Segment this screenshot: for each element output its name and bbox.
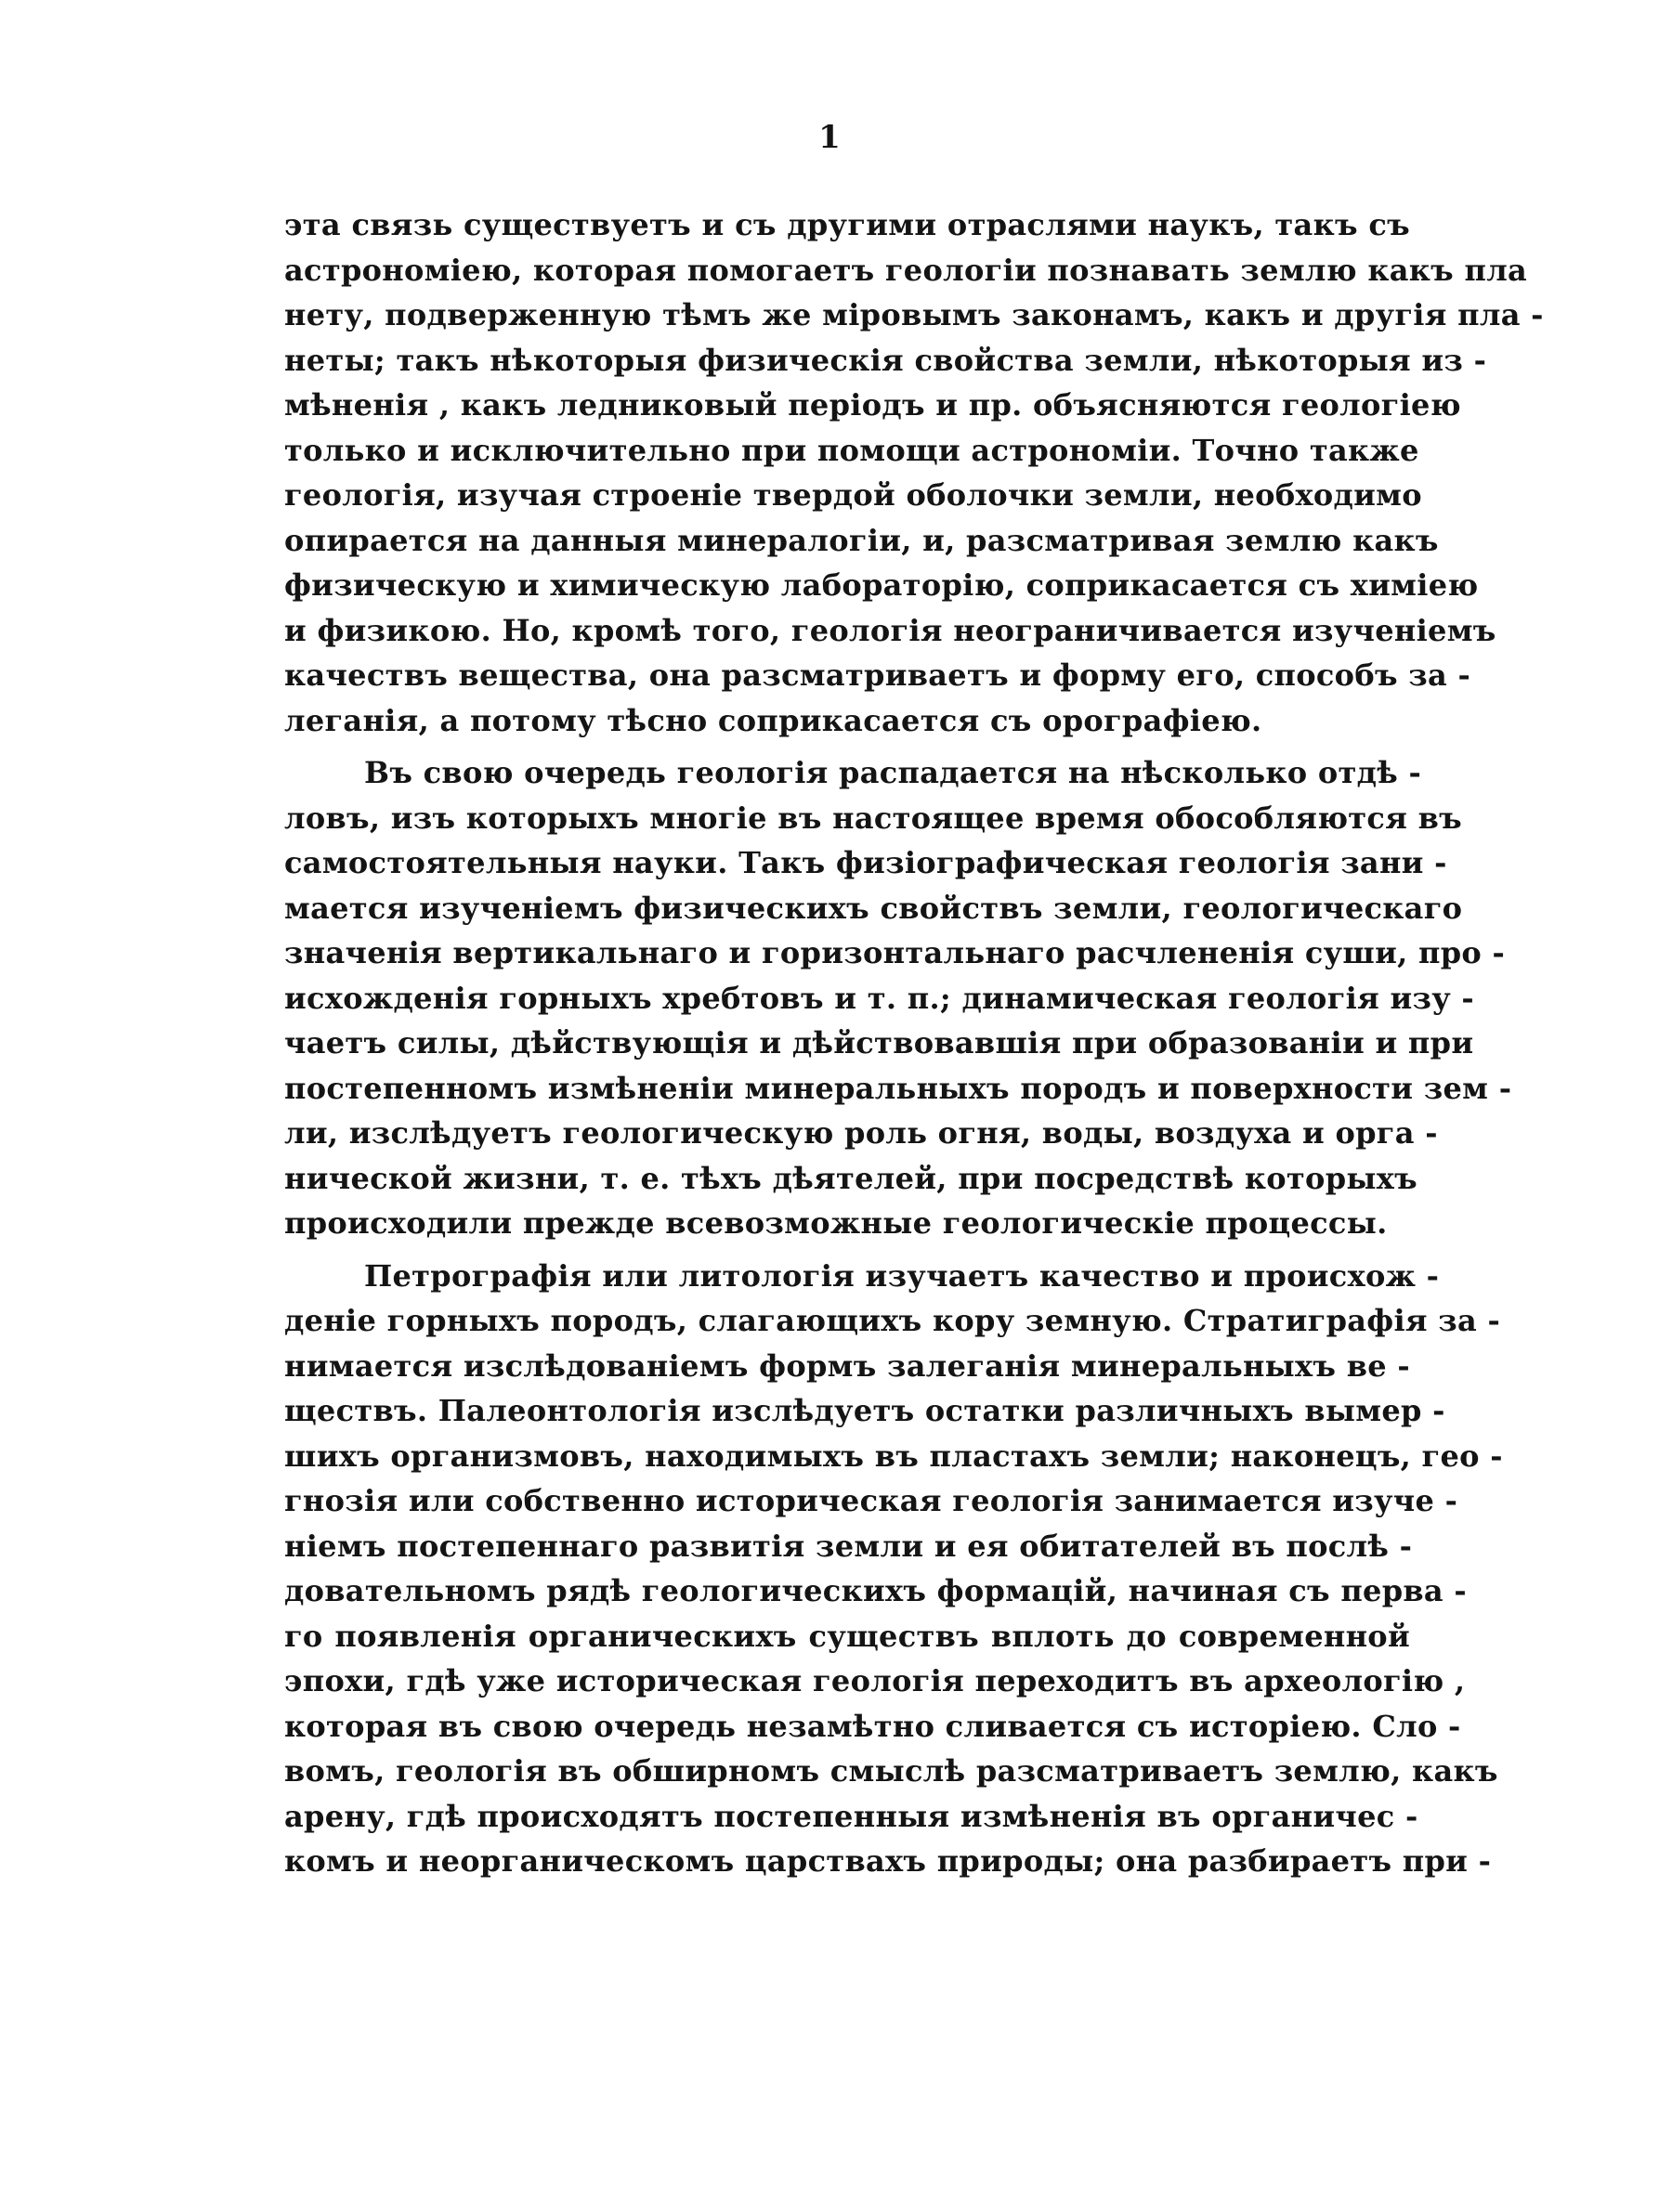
text-line: деніе горныхъ породъ, слагающихъ кору земную. Стратиграфія за - <box>284 1303 1501 1338</box>
text-line: и физикою. Но, кромѣ того, геологія неограничивается изученіемъ <box>284 612 1496 648</box>
text-line: происходили прежде всевозможные геологическіе процессы. <box>284 1205 1388 1241</box>
text-line: самостоятельныя науки. Такъ физіографическая геологія зани - <box>284 845 1447 880</box>
text-line: чаетъ силы, дѣйствующія и дѣйствовавшія при образованіи и при <box>284 1025 1474 1060</box>
text-line: нимается изслѣдованіемъ формъ залеганія минеральныхъ ве - <box>284 1347 1410 1384</box>
paragraph <box>284 202 1544 743</box>
text-line: эта связь существуетъ и съ другими отраслями наукъ, такъ съ <box>284 207 1410 242</box>
paragraph <box>284 750 1512 1246</box>
text-line: мается изученіемъ физическихъ свойствъ земли, геологическаго <box>284 890 1463 926</box>
text-line: ли, изслѣдуетъ геологическую роль огня, воды, воздуха и орга - <box>284 1115 1438 1151</box>
text-line: которая въ свою очередь незамѣтно сливается съ исторіею. Сло - <box>284 1708 1461 1744</box>
text-line: Въ свою очередь геологія распадается на нѣсколько отдѣ - <box>364 755 1422 790</box>
text-line: комъ и неорганическомъ царствахъ природы; она разбираетъ при - <box>284 1843 1492 1879</box>
text-line: геологія, изучая строеніе твердой оболочки земли, необходимо <box>284 477 1422 513</box>
text-line: шихъ организмовъ, находимыхъ въ пластахъ земли; наконецъ, гео - <box>284 1438 1503 1474</box>
text-line: нической жизни, т. е. тѣхъ дѣятелей, при посредствѣ которыхъ <box>284 1160 1417 1196</box>
text-line: неты; такъ нѣкоторыя физическія свойства земли, нѣкоторыя из - <box>284 342 1487 378</box>
paragraph <box>284 1254 1503 1884</box>
text-line: ществъ. Палеонтологія изслѣдуетъ остатки различныхъ вымер - <box>284 1393 1445 1428</box>
text-line: физическую и химическую лабораторію, соприкасается съ химіею <box>284 567 1479 603</box>
text-line: постепенномъ измѣненіи минеральныхъ породъ и поверхности зем - <box>284 1070 1512 1106</box>
text-line: вомъ, геологія въ обширномъ смыслѣ разсматриваетъ землю, какъ <box>284 1753 1498 1789</box>
text-line: го появленія органическихъ существъ вплоть до современной <box>284 1618 1410 1654</box>
text-line: астрономіею, которая помогаетъ геологіи познавать землю какъ пла <box>284 252 1528 288</box>
text-line: только и исключительно при помощи астрономіи. Точно также <box>284 432 1419 468</box>
text-line: мѣненія , какъ ледниковый періодъ и пр. объясняются геологіею <box>284 387 1461 423</box>
text-line: гнозія или собственно историческая геологія занимается изуче - <box>284 1483 1458 1518</box>
text-line: значенія вертикальнаго и горизонтальнаго расчлененія суши, про - <box>284 935 1506 970</box>
text-line: Петрографія или литологія изучаетъ качество и происхож - <box>364 1257 1440 1294</box>
text-line: арену, гдѣ происходятъ постепенныя измѣненія въ органичес - <box>284 1798 1418 1834</box>
text-line: исхожденія горныхъ хребтовъ и т. п.; динамическая геологія изу - <box>284 980 1475 1016</box>
paragraph-gap <box>284 743 1410 750</box>
text-line: нету, подверженную тѣмъ же міровымъ законамъ, какъ и другія пла - <box>284 297 1544 332</box>
text-line: леганія, а потому тѣсно соприкасается съ орографіею. <box>284 702 1262 738</box>
text-line: ловъ, изъ которыхъ многіе въ настоящее время обособляются въ <box>284 800 1462 836</box>
text-line: довательномъ рядѣ геологическихъ формацій, начиная съ перва - <box>284 1573 1467 1608</box>
paragraph-gap <box>284 1246 1410 1254</box>
text-line: эпохи, гдѣ уже историческая геологія переходитъ въ археологію , <box>284 1663 1466 1698</box>
text-line: опирается на данныя минералогіи, и, разсматривая землю какъ <box>284 522 1439 558</box>
page-body <box>284 202 1544 1884</box>
text-line: ніемъ постепеннаго развитія земли и ея обитателей въ послѣ - <box>284 1528 1413 1564</box>
text-line: качествъ вещества, она разсматриваетъ и форму его, способъ за - <box>284 657 1471 693</box>
page-number: 1 <box>818 119 841 156</box>
